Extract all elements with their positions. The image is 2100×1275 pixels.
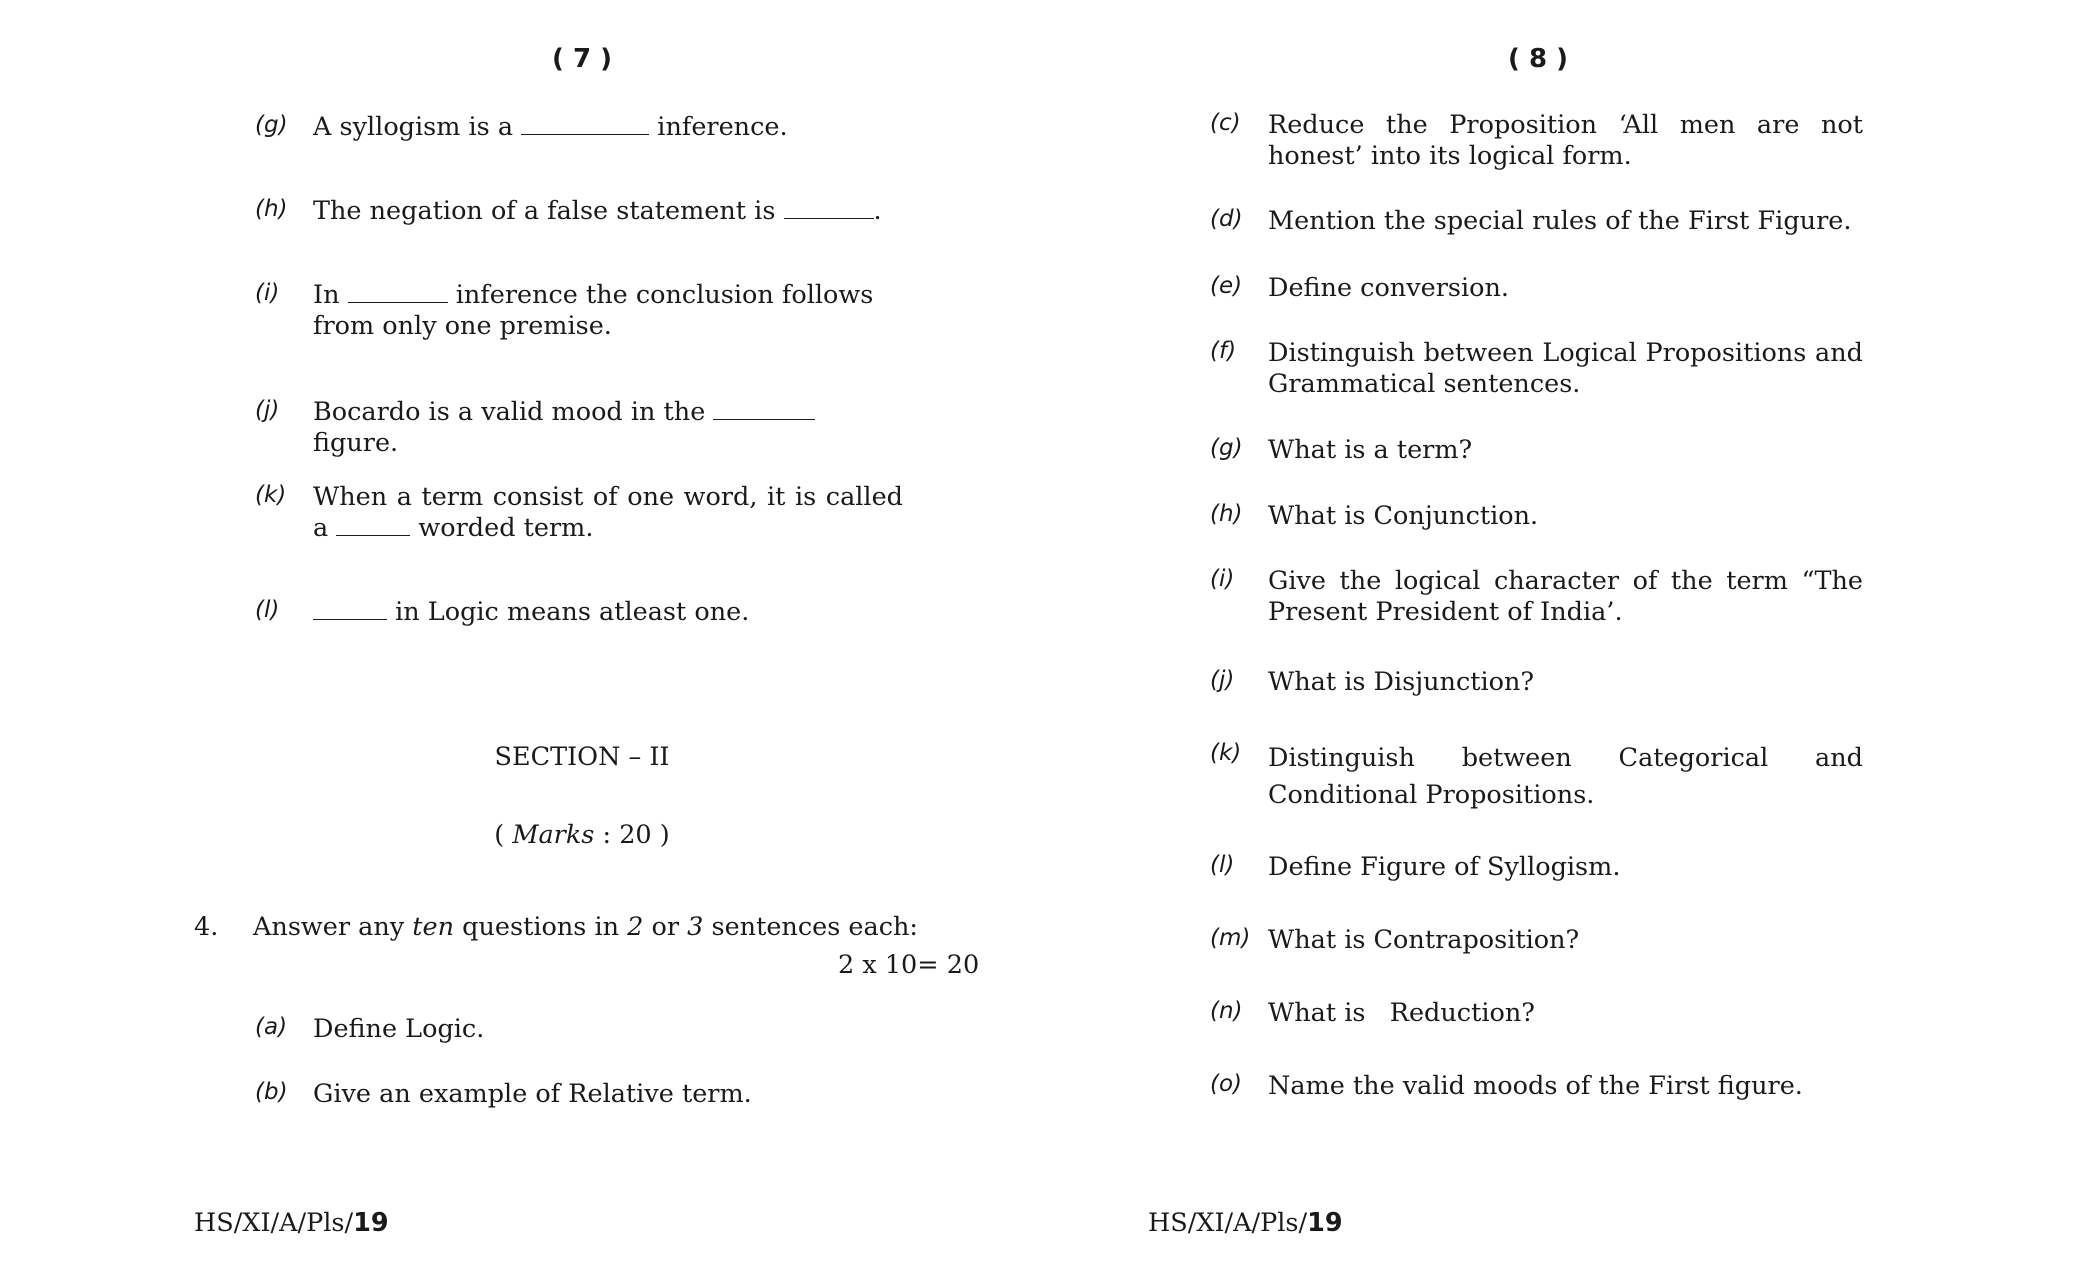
section-title: SECTION – II — [494, 742, 670, 772]
item-label: (c) — [1210, 110, 1241, 136]
question-number: 4. — [194, 912, 219, 942]
item-text: Bocardo is a valid mood in the figure. — [313, 397, 903, 459]
item-text: Distinguish between Categorical and Conditional Propositions. — [1268, 743, 1863, 810]
item-text: Name the valid moods of the First figure. — [1268, 1071, 1803, 1101]
item-text: What is Contraposition? — [1268, 925, 1580, 955]
page-number-8: ( 8 ) — [1508, 44, 1568, 74]
fill-blank — [713, 397, 815, 420]
footer-code: HS/XI/A/Pls/19 — [194, 1208, 389, 1238]
item-label: (g) — [1210, 435, 1243, 461]
item-text: The negation of a false statement is . — [313, 196, 882, 226]
item-text: Define Figure of Syllogism. — [1268, 852, 1621, 882]
item-label: (j) — [255, 397, 280, 423]
item-text: When a term consist of one word, it is called a worded term. — [313, 482, 903, 543]
item-text: Reduce the Proposition ‘All men are not honest’ into its logical form. — [1268, 110, 1863, 171]
item-label: (l) — [255, 597, 280, 623]
item-label: (m) — [1210, 925, 1251, 951]
fill-blank — [521, 112, 649, 135]
item-text: in Logic means atleast one. — [313, 597, 903, 628]
item-label: (e) — [1210, 273, 1243, 299]
item-label: (g) — [255, 112, 288, 138]
item-text: Give the logical character of the term “The Present President of India’. — [1268, 566, 1863, 627]
fill-blank — [348, 280, 448, 303]
item-text: What is Reduction? — [1268, 998, 1535, 1028]
item-label: (j) — [1210, 667, 1235, 693]
item-text: Distinguish between Logical Propositions and Grammatical sentences. — [1268, 338, 1863, 399]
item-label: (l) — [1210, 852, 1235, 878]
item-text: What is Conjunction. — [1268, 501, 1539, 531]
item-text: Mention the special rules of the First Figure. — [1268, 206, 1852, 236]
item-text: In inference the conclusion follows from only one premise. — [313, 280, 874, 341]
fill-blank — [336, 513, 410, 536]
item-label: (a) — [255, 1014, 288, 1040]
footer-code: HS/XI/A/Pls/19 — [1148, 1208, 1343, 1238]
item-text: Give an example of Relative term. — [313, 1079, 752, 1109]
item-text: Define Logic. — [313, 1014, 485, 1044]
item-label: (o) — [1210, 1071, 1243, 1097]
item-label: (f) — [1210, 338, 1237, 364]
item-label: (i) — [255, 280, 280, 306]
marks-formula: 2 x 10= 20 — [838, 950, 980, 980]
fill-blank — [784, 196, 874, 219]
item-text: What is a term? — [1268, 435, 1473, 465]
item-text: A syllogism is a inference. — [313, 112, 788, 142]
item-label: (d) — [1210, 206, 1243, 232]
item-label: (h) — [1210, 501, 1243, 527]
item-label: (i) — [1210, 566, 1235, 592]
item-label: (n) — [1210, 998, 1243, 1024]
question-instruction: Answer any ten questions in 2 or 3 sentences each: — [253, 912, 918, 942]
page-number-7: ( 7 ) — [552, 44, 612, 74]
marks-line: ( Marks : 20 ) — [494, 820, 670, 850]
item-text: What is Disjunction? — [1268, 667, 1535, 697]
item-text: Define conversion. — [1268, 273, 1510, 303]
item-label: (b) — [255, 1079, 288, 1105]
fill-blank — [313, 597, 387, 620]
item-label: (h) — [255, 196, 288, 222]
item-label: (k) — [1210, 740, 1242, 766]
item-label: (k) — [255, 482, 287, 508]
